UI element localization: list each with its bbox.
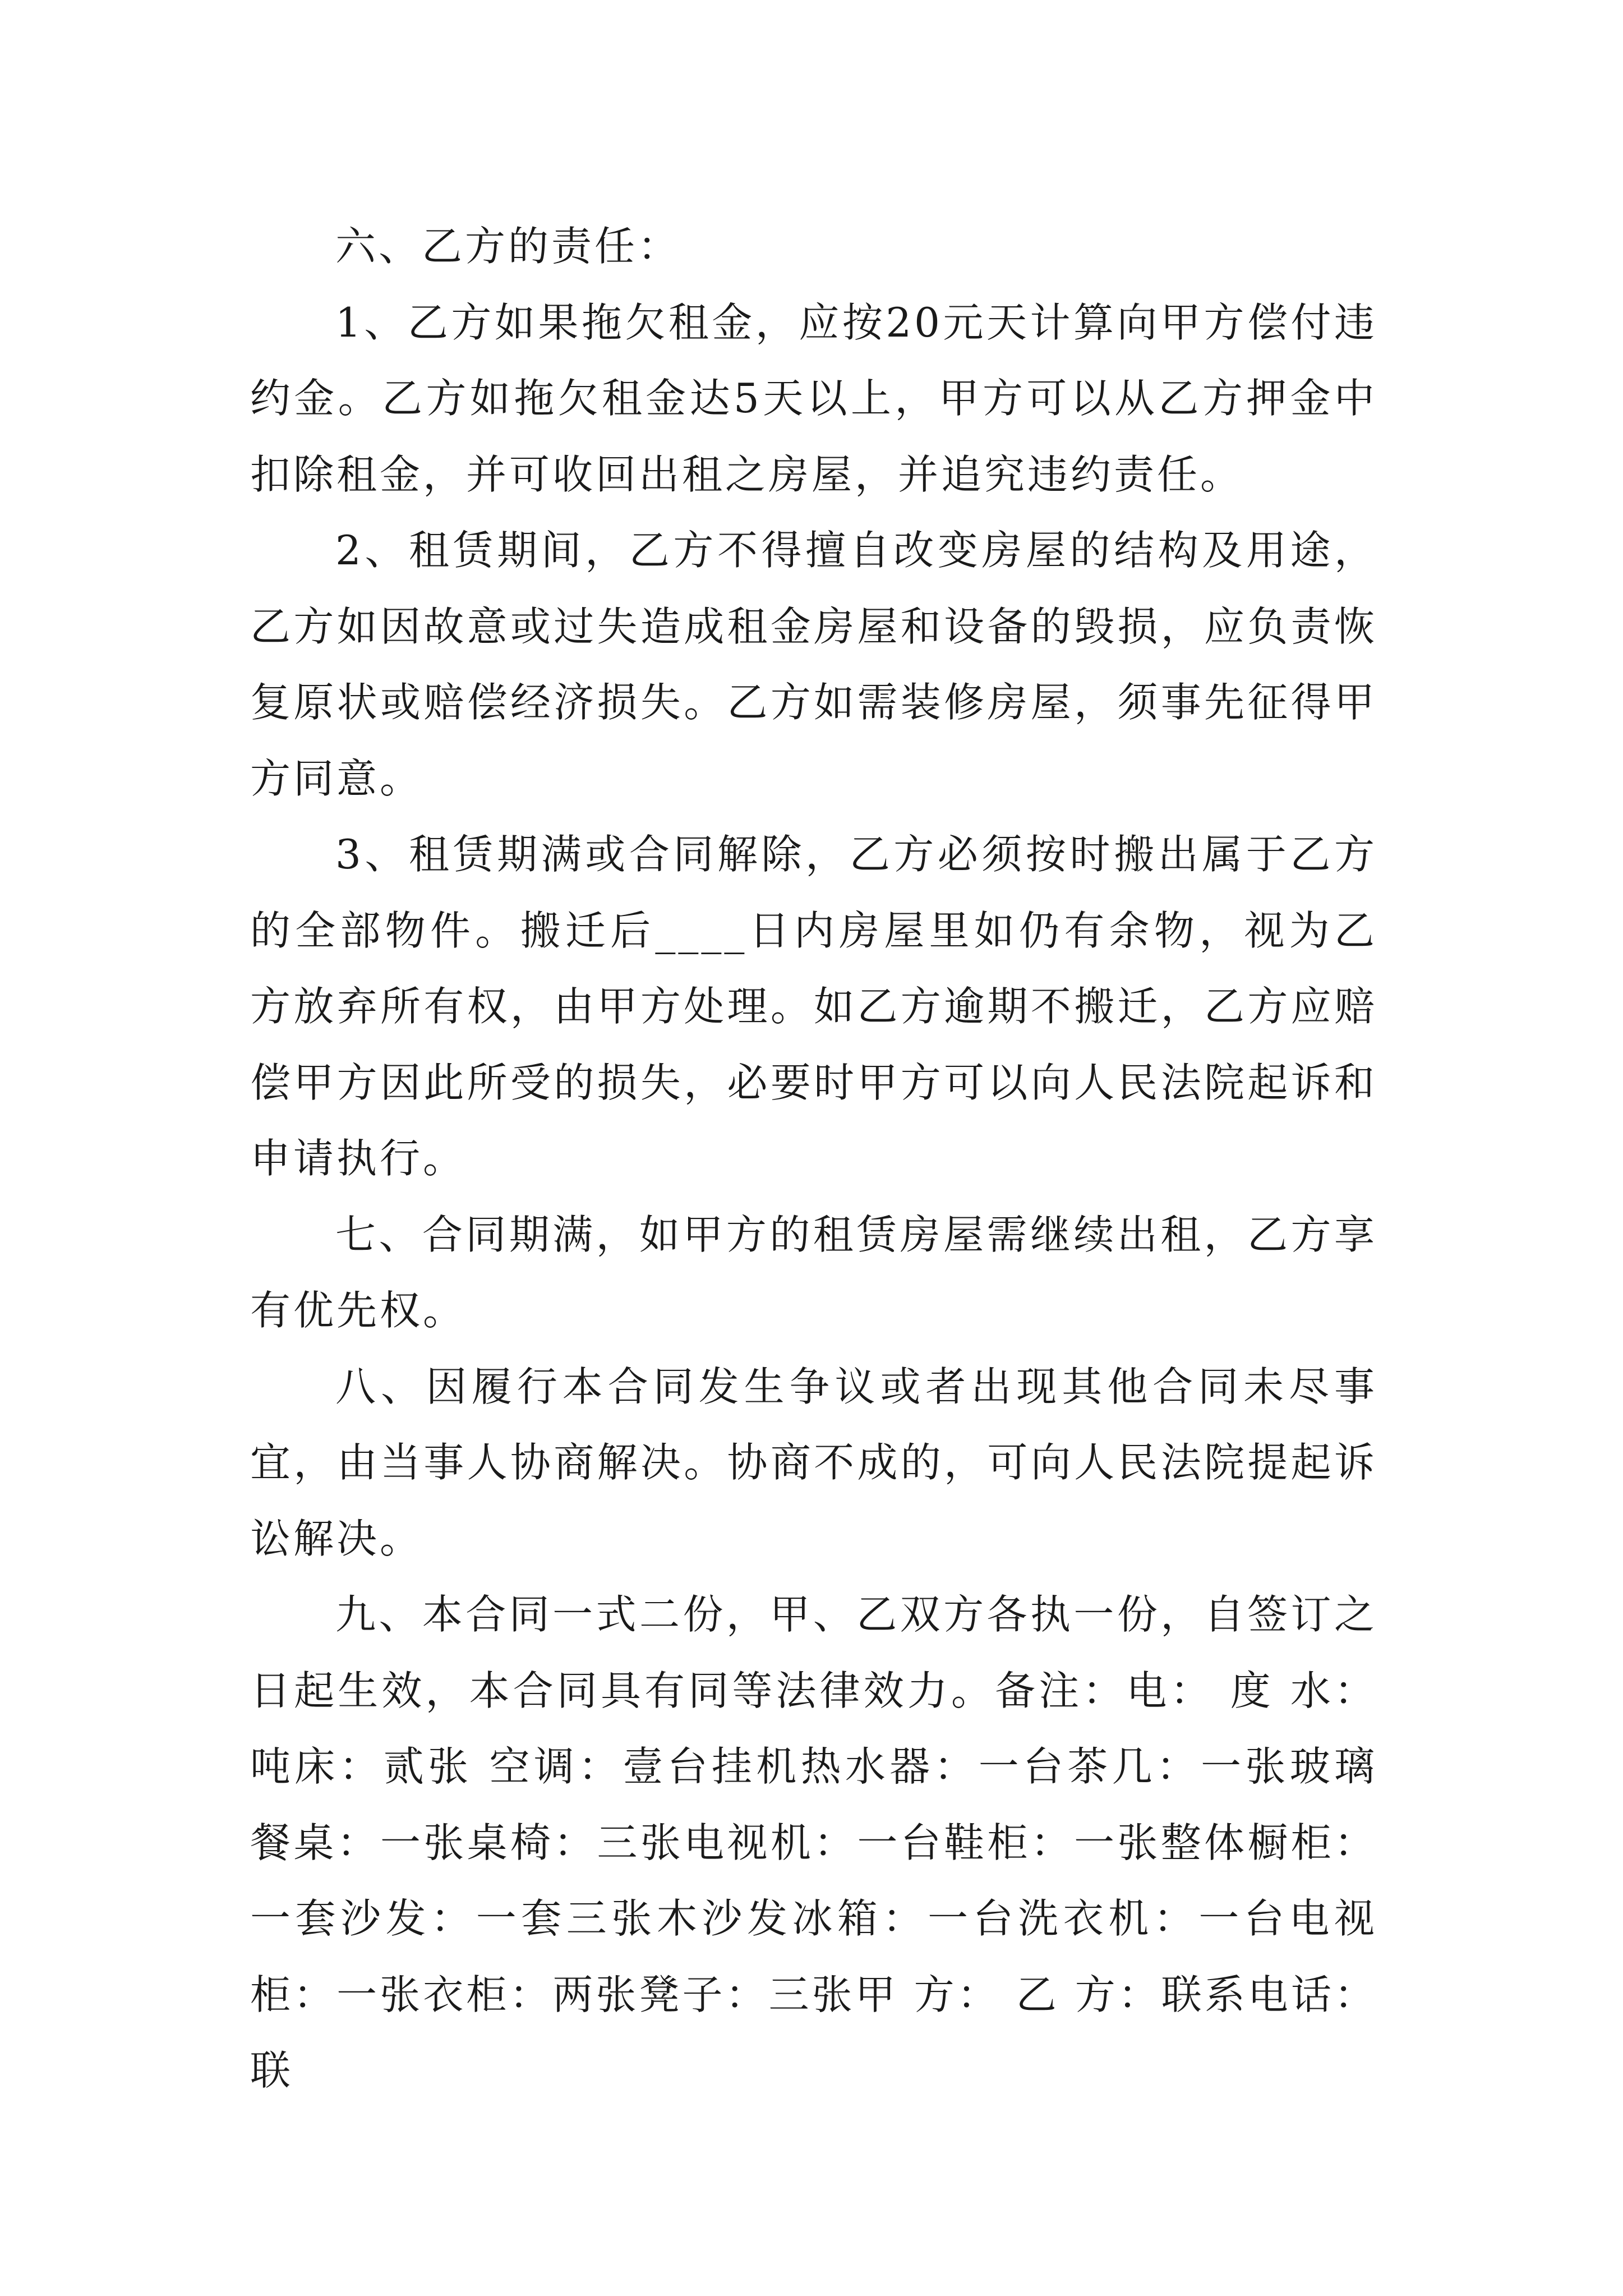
section-eight-paragraph: 八、因履行本合同发生争议或者出现其他合同未尽事宜，由当事人协商解决。协商不成的，可向人民法院提起诉讼解决。: [250, 1363, 1377, 1562]
clause-six-1-paragraph: 1、乙方如果拖欠租金，应按20元天计算向甲方偿付违约金。乙方如拖欠租金达5天以上，甲方可以从乙方押金中扣除租金，并可收回出租之房屋，并追究违约责任。: [250, 298, 1377, 498]
section-six-heading: 六、乙方的责任：: [335, 223, 681, 270]
section-seven-paragraph: 七、合同期满，如甲方的租赁房屋需继续出租，乙方享有优先权。: [250, 1211, 1377, 1334]
clause-six-2-paragraph: 2、租赁期间，乙方不得擅自改变房屋的结构及用途，乙方如因故意或过失造成租金房屋和设备的毁损，应负责恢复原状或赔偿经济损失。乙方如需装修房屋，须事先征得甲方同意。: [250, 527, 1377, 802]
document-body: [250, 209, 1393, 2109]
section-nine-paragraph: 九、本合同一式二份，甲、乙双方各执一份，自签订之日起生效，本合同具有同等法律效力。备注：电： 度 水：吨床：贰张 空调：壹台挂机热水器：一台茶几：一张玻璃餐桌：一张桌椅：三张电视机：一台鞋柜：一张整体橱柜：一套沙发：一套三张木沙发冰箱：一台洗衣机：一台电视柜：一张衣柜：两张凳子：三张甲 方： 乙 方：联系电话： 联: [250, 1591, 1393, 2094]
clause-six-3-paragraph: 3、租赁期满或合同解除，乙方必须按时搬出属于乙方的全部物件。搬迁后____日内房屋里如仍有余物，视为乙方放弃所有权，由甲方处理。如乙方逾期不搬迁，乙方应赔偿甲方因此所受的损失，必要时甲方可以向人民法院起诉和申请执行。: [250, 831, 1377, 1182]
